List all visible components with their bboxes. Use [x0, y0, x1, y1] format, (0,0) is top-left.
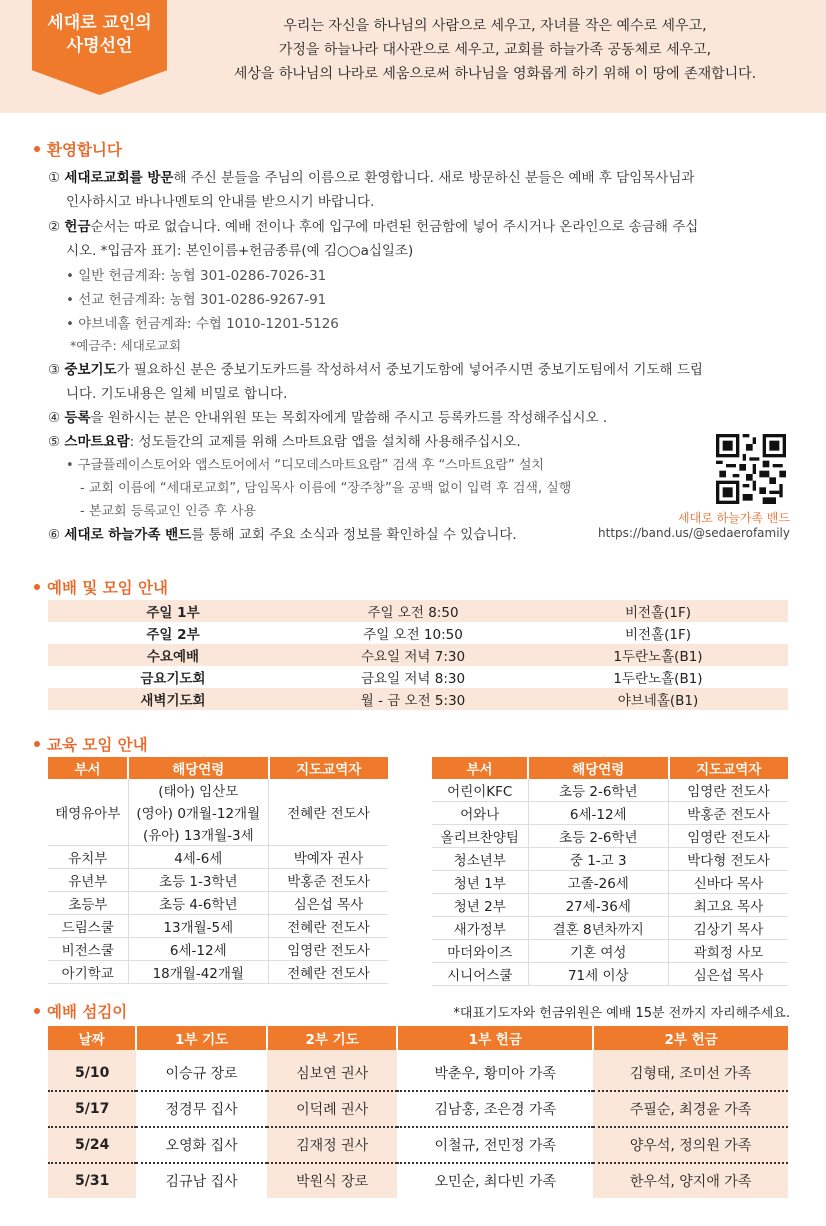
service-name-cell: 주일 1부	[146, 605, 200, 621]
table-row	[48, 666, 788, 688]
service-place-cell: 비전홀(1F)	[624, 605, 691, 621]
dept-cell: 초등부	[48, 892, 128, 915]
service-place-cell: 비전홀(1F)	[624, 627, 691, 643]
education-table-right	[432, 757, 788, 986]
welcome-item-5: ⑤ 스마트요람: 성도들간의 교제를 위해 스마트요람 앱을 설치해 사용해주십시오.	[48, 434, 521, 450]
dept-cell: 어린이KFC	[432, 779, 528, 802]
col-header-leader: 지도교역자	[269, 757, 388, 779]
table-row	[432, 825, 788, 848]
service-place-cell: 1두란노홀(B1)	[613, 671, 703, 687]
prayer-1-cell: 오영화 집사	[136, 1127, 267, 1163]
table-row	[48, 1091, 788, 1127]
dept-cell: 유년부	[48, 869, 128, 892]
table-row	[48, 938, 388, 961]
account-holder: *예금주: 세대로교회	[70, 338, 182, 353]
table-row	[48, 779, 388, 801]
mission-title: 세대로 교인의 사명선언	[47, 13, 152, 56]
service-time-cell: 주일 오전 10:50	[363, 627, 463, 643]
age-cell: 기혼 여성	[528, 940, 669, 963]
age-cell: (태아) 임산모	[128, 779, 268, 801]
service-place-cell: 1두란노홀(B1)	[613, 649, 703, 665]
service-time-cell: 수요일 저녁 7:30	[360, 649, 466, 665]
age-cell: 중 1-고 3	[528, 848, 669, 871]
age-cell: 초등 1-3학년	[128, 869, 268, 892]
prayer-2-cell: 이덕례 권사	[267, 1091, 398, 1127]
leader-cell: 임영란 전도사	[669, 825, 789, 848]
band-url-link[interactable]: https://band.us/@sedaerofamily	[598, 526, 790, 540]
leader-cell: 박홍준 전도사	[669, 802, 789, 825]
table-row	[48, 915, 388, 938]
welcome-item-1: ① 세대로교회를 방문해 주신 분들을 주님의 이름으로 환영합니다. 새로 방문하신 분들은 예배 후 담임목사님과	[48, 170, 695, 186]
education-table-left	[48, 757, 388, 984]
age-cell: 71세 이상	[528, 963, 669, 986]
col-header-offering-1: 1부 헌금	[397, 1026, 593, 1050]
dept-cell: 비전스쿨	[48, 938, 128, 961]
age-cell: 고졸-26세	[528, 871, 669, 894]
service-table	[48, 1026, 788, 1198]
welcome-item-3-cont: 니다. 기도내용은 일체 비밀로 합니다.	[66, 386, 288, 402]
service-name-cell: 새벽기도회	[140, 693, 206, 709]
band-label: 세대로 하늘가족 밴드	[678, 511, 790, 525]
col-header-dept: 부서	[48, 757, 128, 779]
table-row	[48, 1050, 788, 1091]
leader-cell: 박다형 전도사	[669, 848, 789, 871]
table-row	[432, 779, 788, 802]
smart-yoram-step-3: - 본교회 등록교인 인증 후 사용	[80, 504, 257, 519]
leader-cell: 곽희정 사모	[669, 940, 789, 963]
welcome-item-2-cont: 시오. *입금자 표기: 본인이름+헌금종류(예 김○○a십일조)	[66, 243, 414, 259]
prayer-2-cell: 박원식 장로	[296, 1174, 369, 1190]
offering-2-cell: 한우석, 양지애 가족	[629, 1174, 752, 1190]
leader-cell: 박예자 권사	[269, 846, 388, 869]
table-row	[48, 961, 388, 984]
table-row	[432, 963, 788, 986]
table-row	[48, 1163, 788, 1198]
table-row	[432, 917, 788, 940]
welcome-item-6: ⑥ 세대로 하늘가족 밴드를 통해 교회 주요 소식과 정보를 확인하실 수 있습니다.	[48, 527, 517, 543]
age-cell: 결혼 8년차까지	[528, 917, 669, 940]
service-time-cell: 주일 오전 8:50	[367, 605, 459, 621]
dept-cell: 아기학교	[48, 961, 128, 984]
prayer-1-cell: 김규남 집사	[136, 1163, 267, 1198]
dept-cell: 청년 2부	[432, 894, 528, 917]
service-place-cell: 야브네홀(B1)	[617, 693, 699, 709]
age-cell: 27세-36세	[528, 894, 669, 917]
table-row	[432, 940, 788, 963]
dept-cell: 마더와이즈	[432, 940, 528, 963]
leader-cell: 임영란 전도사	[669, 779, 789, 802]
dept-cell: 청소년부	[432, 848, 528, 871]
col-header-prayer-2: 2부 기도	[267, 1026, 398, 1050]
offering-1-cell: 이철규, 전민정 가족	[397, 1127, 593, 1163]
leader-cell: 전혜란 전도사	[269, 915, 388, 938]
table-row	[48, 688, 788, 710]
table-row	[48, 622, 788, 644]
leader-cell: 최고요 목사	[669, 894, 789, 917]
service-time-cell: 월 - 금 오전 5:30	[360, 693, 466, 709]
offering-2-cell: 김형태, 조미선 가족	[593, 1050, 788, 1091]
col-header-leader: 지도교역자	[669, 757, 789, 779]
smart-yoram-step-1: • 구글플레이스토어와 앱스토어에서 “디모데스마트요람” 검색 후 “스마트요람” 설치	[66, 458, 544, 473]
age-cell: 6세-12세	[528, 802, 669, 825]
leader-cell: 박홍준 전도사	[269, 869, 388, 892]
col-header-offering-2: 2부 헌금	[593, 1026, 788, 1050]
date-cell: 5/17	[48, 1091, 136, 1127]
dept-cell: 청년 1부	[432, 871, 528, 894]
dept-cell: 올리브찬양팀	[432, 825, 528, 848]
worship-table	[48, 600, 788, 710]
table-row	[48, 1127, 788, 1163]
age-cell: 초등 2-6학년	[528, 825, 669, 848]
leader-cell: 김상기 목사	[669, 917, 789, 940]
mission-statement: 우리는 자신을 하나님의 사람으로 세우고, 자녀를 작은 예수로 세우고, 가정을 하늘나라 대사관으로 세우고, 교회를 하늘가족 공동체로 세우고, 세상을 하나님의 나라로 세움으로써 하나님을 영화롭게 하기 위해 이 땅에 존재합니다.	[233, 18, 757, 82]
leader-cell: 신바다 목사	[669, 871, 789, 894]
age-cell: 초등 2-6학년	[528, 779, 669, 802]
account-general: • 일반 헌금계좌: 농협 301-0286-7026-31	[66, 268, 327, 284]
date-cell: 5/10	[48, 1050, 136, 1091]
welcome-item-3: ③ 중보기도가 필요하신 분은 중보기도카드를 작성하셔서 중보기도함에 넣어주시면 중보기도팀에서 기도해 드립	[48, 362, 703, 378]
welcome-title: 환영합니다	[34, 138, 122, 160]
age-cell: 18개월-42개월	[128, 961, 268, 984]
table-row	[432, 802, 788, 825]
table-row	[48, 846, 388, 869]
offering-2-cell: 주필순, 최경윤 가족	[593, 1091, 788, 1127]
date-cell: 5/31	[74, 1173, 110, 1189]
dept-cell: 태영유아부	[48, 779, 128, 846]
table-row	[48, 892, 388, 915]
leader-cell: 심은섭 목사	[269, 892, 388, 915]
prayer-1-cell: 이승규 장로	[136, 1050, 267, 1091]
table-row	[432, 894, 788, 917]
date-cell: 5/24	[48, 1127, 136, 1163]
worship-title: 예배 및 모임 안내	[34, 576, 168, 598]
age-cell: 4세-6세	[128, 846, 268, 869]
leader-cell: 전혜란 전도사	[269, 779, 388, 846]
service-title: 예배 섬김이	[34, 1000, 127, 1022]
table-row	[48, 644, 788, 666]
age-cell: 초등 4-6학년	[128, 892, 268, 915]
leader-cell: 전혜란 전도사	[269, 961, 388, 984]
age-cell: 6세-12세	[128, 938, 268, 961]
table-row	[48, 869, 388, 892]
welcome-item-2: ② 헌금순서는 따로 없습니다. 예배 전이나 후에 입구에 마련된 헌금함에 넣어 주시거나 온라인으로 송금해 주십	[48, 219, 699, 235]
offering-1-cell: 오민순, 최다빈 가족	[397, 1163, 593, 1198]
prayer-2-cell: 심보연 권사	[267, 1050, 398, 1091]
bullet-icon	[34, 584, 40, 590]
service-name-cell: 주일 2부	[146, 627, 200, 643]
dept-cell: 유치부	[48, 846, 128, 869]
offering-1-cell: 박춘우, 황미아 가족	[397, 1050, 593, 1091]
prayer-2-cell: 김재정 권사	[267, 1127, 398, 1163]
smart-yoram-step-2: - 교회 이름에 “세대로교회”, 담임목사 이름에 “장주창”을 공백 없이 입력 후 검색, 실행	[80, 481, 572, 496]
dept-cell: 드림스쿨	[48, 915, 128, 938]
service-name-cell: 수요예배	[146, 649, 200, 665]
table-row	[48, 600, 788, 622]
education-title: 교육 모임 안내	[34, 733, 148, 755]
qr-code-icon[interactable]	[716, 434, 786, 504]
service-name-cell: 금요기도회	[140, 671, 206, 687]
col-header-age: 해당연령	[528, 757, 669, 779]
table-row	[432, 848, 788, 871]
account-mission: • 선교 헌금계좌: 농협 301-0286-9267-91	[66, 292, 327, 308]
bullet-icon	[34, 741, 40, 747]
welcome-item-1-cont: 인사하시고 바나나멘토의 안내를 받으시기 바랍니다.	[66, 194, 375, 210]
table-row	[432, 871, 788, 894]
bullet-icon	[34, 146, 40, 152]
dept-cell: 새가정부	[432, 917, 528, 940]
leader-cell: 임영란 전도사	[269, 938, 388, 961]
col-header-age: 해당연령	[128, 757, 268, 779]
col-header-prayer-1: 1부 기도	[136, 1026, 267, 1050]
welcome-item-4: ④ 등록을 원하시는 분은 안내위원 또는 목회자에게 말씀해 주시고 등록카드를 작성해주십시오 .	[48, 410, 608, 426]
col-header-dept: 부서	[432, 757, 528, 779]
age-cell: (유아) 13개월-3세	[128, 823, 268, 846]
service-time-cell: 금요일 저녁 8:30	[360, 671, 466, 687]
col-header-date: 날짜	[48, 1026, 136, 1050]
age-cell: (영아) 0개월-12개월	[128, 801, 268, 823]
prayer-1-cell: 정경무 집사	[136, 1091, 267, 1127]
leader-cell: 심은섭 목사	[669, 963, 789, 986]
bullet-icon	[34, 1008, 40, 1014]
dept-cell: 시니어스쿨	[432, 963, 528, 986]
offering-2-cell: 양우석, 정의원 가족	[593, 1127, 788, 1163]
age-cell: 13개월-5세	[128, 915, 268, 938]
service-note: *대표기도자와 헌금위원은 예배 15분 전까지 자리해주세요.	[453, 1006, 790, 1021]
offering-1-cell: 김남홍, 조은경 가족	[397, 1091, 593, 1127]
account-yavne: • 야브네홀 헌금계좌: 수협 1010-1201-5126	[66, 316, 339, 332]
dept-cell: 어와나	[432, 802, 528, 825]
